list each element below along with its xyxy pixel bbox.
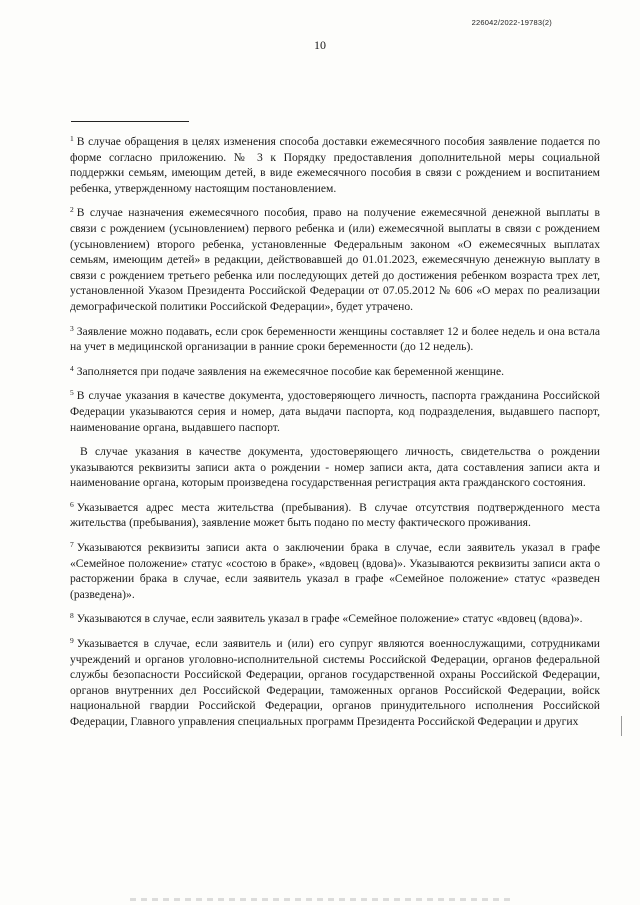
footnote-8 — [70, 611, 600, 627]
footnote-text: В случае указания в качестве документа, удостоверяющего личность, свидетельства о рождении указываются реквизиты записи акта о рождении - номер записи акта, дата составления записи акта и наименование органа, которым произведена государственная регистрация акта гражданского состояния. — [70, 445, 600, 490]
footnote-9 — [70, 636, 600, 730]
footnote-number: 8 — [70, 611, 74, 621]
footnote-text: Указывается в случае, если заявитель и (или) его супруг являются военнослужащими, сотрудниками учреждений и органов уголовно-исполнительной системы Российской Федерации, органов федеральной службы безопасности Российской Федерации, органов государственной охраны Российской Федерации, органов внутренних дел Российской Федерации, таможенных органов Российской Федерации, войск национальной гвардии Российской Федерации, органов принудительного исполнения Российской Федерации, Главного управления специальных программ Президента Российской Федерации и других — [70, 637, 600, 728]
footnote-3 — [70, 324, 600, 355]
footnote-number: 1 — [70, 134, 74, 143]
footnote-number: 6 — [70, 499, 74, 509]
footnote-number: 9 — [70, 636, 74, 646]
footnote-6 — [70, 500, 600, 531]
footnote-4 — [70, 364, 600, 380]
page-number: 10 — [314, 38, 326, 52]
margin-mark — [621, 716, 622, 736]
footnote-5 — [70, 388, 600, 435]
footnote-number: 7 — [70, 540, 74, 550]
footnote-text: В случае обращения в целях изменения способа доставки ежемесячного пособия заявление подается по форме согласно приложению. № 3 к Порядку предоставления дополнительной меры социальной поддержки семьям, имеющим детей, в виде ежемесячного пособия в связи с рождением и воспитанием ребенка, утвержденному настоящим постановлением. — [70, 135, 600, 195]
footnote-separator — [71, 121, 189, 122]
scan-artifact — [130, 898, 510, 901]
footnote-text: Указываются в случае, если заявитель указал в графе «Семейное положение» статус «вдовец (вдова)». — [76, 612, 583, 626]
document-id: 226042/2022-19783(2) — [471, 18, 552, 27]
footnote-7 — [70, 540, 600, 602]
footnote-2 — [70, 205, 600, 314]
footnote-number: 2 — [70, 205, 74, 215]
footnote-text: В случае назначения ежемесячного пособия, право на получение ежемесячной денежной выплаты в связи с рождением (усыновлением) первого ребенка и (или) ежемесячной выплаты в связи с рождением (усыновлением) второго ребенка, установленные Федеральным законом «О ежемесячных выплатах семьям, имеющим детей» в редакции, действовавшей до 01.01.2023, ежемесячную денежную выплату в связи с рождением третьего ребенка или последующих детей до достижения ребенком возраста трех лет, установленной Указом Президента Российской Федерации от 07.05.2012 № 606 «О мерах по реализации демографической политики Российской Федерации», будет утрачено. — [70, 206, 600, 313]
footnote-text: Указываются реквизиты записи акта о заключении брака в случае, если заявитель указал в графе «Семейное положение» статус «состою в браке», «вдовец (вдова)». Указываются реквизиты записи акта о расторжении брака в случае, если заявитель указал в графе «Семейное положение» статус «разведен (разведена)». — [70, 541, 600, 601]
footnote-5-continued — [70, 444, 600, 491]
footnote-number: 4 — [70, 363, 74, 373]
footnotes-section — [70, 134, 600, 739]
footnote-1 — [70, 134, 600, 196]
footnote-number: 5 — [70, 388, 74, 398]
footnote-text: Заявление можно подавать, если срок беременности женщины составляет 12 и более недель и она встала на учет в медицинской организации в ранние сроки беременности (до 12 недель). — [70, 324, 600, 354]
footnote-text: В случае указания в качестве документа, удостоверяющего личность, паспорта гражданина Российской Федерации указываются серия и номер, дата выдачи паспорта, код подразделения, выдавшего паспорт, наименование органа, выдавшего паспорт. — [70, 389, 600, 434]
footnote-number: 3 — [70, 323, 74, 333]
footnote-text: Указывается адрес места жительства (пребывания). В случае отсутствия подтвержденного места жительства (пребывания), заявление может быть подано по месту фактического проживания. — [70, 500, 600, 530]
footnote-text: Заполняется при подаче заявления на ежемесячное пособие как беременной женщине. — [76, 364, 505, 378]
